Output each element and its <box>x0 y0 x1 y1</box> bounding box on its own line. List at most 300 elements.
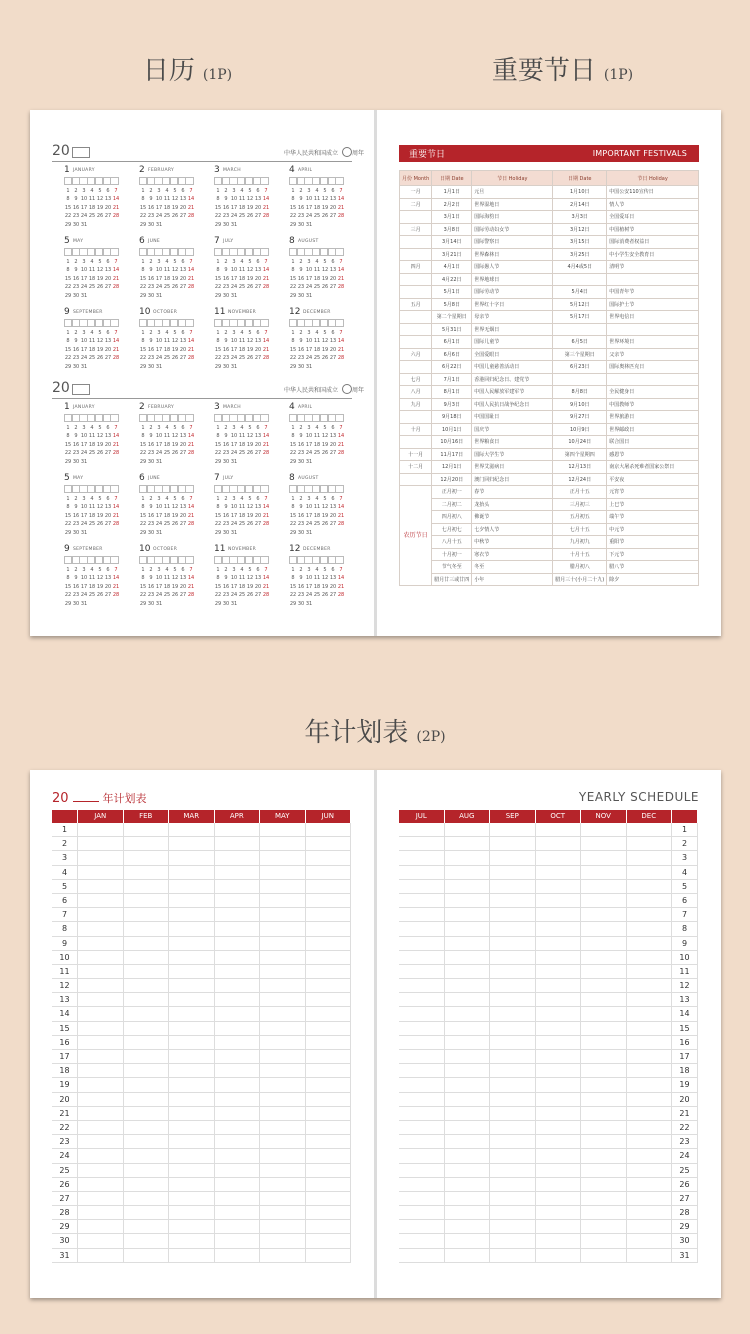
schedule-cell[interactable] <box>260 866 306 879</box>
schedule-cell[interactable] <box>169 979 215 992</box>
schedule-cell[interactable] <box>215 894 261 907</box>
schedule-cell[interactable] <box>581 1107 627 1120</box>
schedule-cell[interactable] <box>169 1064 215 1077</box>
schedule-cell[interactable] <box>490 1121 536 1134</box>
schedule-cell[interactable] <box>399 851 445 864</box>
schedule-cell[interactable] <box>169 965 215 978</box>
schedule-cell[interactable] <box>627 866 673 879</box>
schedule-cell[interactable] <box>445 1206 491 1219</box>
schedule-cell[interactable] <box>581 851 627 864</box>
schedule-cell[interactable] <box>306 965 352 978</box>
schedule-cell[interactable] <box>581 1093 627 1106</box>
schedule-cell[interactable] <box>260 1149 306 1162</box>
schedule-cell[interactable] <box>399 1164 445 1177</box>
schedule-cell[interactable] <box>169 1149 215 1162</box>
schedule-cell[interactable] <box>78 1149 124 1162</box>
schedule-cell[interactable] <box>399 1149 445 1162</box>
schedule-cell[interactable] <box>124 1164 170 1177</box>
schedule-cell[interactable] <box>78 1249 124 1262</box>
schedule-cell[interactable] <box>169 1249 215 1262</box>
schedule-cell[interactable] <box>78 1064 124 1077</box>
schedule-cell[interactable] <box>169 1121 215 1134</box>
schedule-cell[interactable] <box>124 880 170 893</box>
schedule-cell[interactable] <box>490 823 536 836</box>
schedule-cell[interactable] <box>399 1078 445 1091</box>
schedule-cell[interactable] <box>215 993 261 1006</box>
schedule-cell[interactable] <box>581 1249 627 1262</box>
schedule-cell[interactable] <box>581 1036 627 1049</box>
schedule-cell[interactable] <box>581 866 627 879</box>
schedule-cell[interactable] <box>627 979 673 992</box>
schedule-cell[interactable] <box>306 1121 352 1134</box>
schedule-cell[interactable] <box>399 951 445 964</box>
schedule-cell[interactable] <box>169 1178 215 1191</box>
schedule-cell[interactable] <box>536 908 582 921</box>
schedule-cell[interactable] <box>490 1107 536 1120</box>
schedule-cell[interactable] <box>169 1192 215 1205</box>
schedule-cell[interactable] <box>215 1036 261 1049</box>
schedule-cell[interactable] <box>490 894 536 907</box>
schedule-cell[interactable] <box>215 922 261 935</box>
schedule-cell[interactable] <box>399 880 445 893</box>
schedule-cell[interactable] <box>627 894 673 907</box>
schedule-cell[interactable] <box>536 1050 582 1063</box>
schedule-cell[interactable] <box>169 1220 215 1233</box>
schedule-cell[interactable] <box>490 1220 536 1233</box>
schedule-cell[interactable] <box>399 965 445 978</box>
schedule-cell[interactable] <box>581 1149 627 1162</box>
schedule-cell[interactable] <box>260 922 306 935</box>
schedule-cell[interactable] <box>260 1164 306 1177</box>
schedule-cell[interactable] <box>169 922 215 935</box>
schedule-cell[interactable] <box>399 1036 445 1049</box>
schedule-cell[interactable] <box>78 1220 124 1233</box>
schedule-cell[interactable] <box>536 965 582 978</box>
schedule-cell[interactable] <box>306 1064 352 1077</box>
schedule-cell[interactable] <box>306 894 352 907</box>
schedule-cell[interactable] <box>78 851 124 864</box>
schedule-cell[interactable] <box>445 951 491 964</box>
schedule-cell[interactable] <box>306 1249 352 1262</box>
schedule-cell[interactable] <box>536 1007 582 1020</box>
schedule-cell[interactable] <box>169 1036 215 1049</box>
schedule-cell[interactable] <box>215 965 261 978</box>
schedule-cell[interactable] <box>490 993 536 1006</box>
schedule-cell[interactable] <box>260 880 306 893</box>
schedule-cell[interactable] <box>260 1022 306 1035</box>
schedule-cell[interactable] <box>260 993 306 1006</box>
schedule-cell[interactable] <box>399 837 445 850</box>
schedule-cell[interactable] <box>124 894 170 907</box>
schedule-cell[interactable] <box>581 1206 627 1219</box>
schedule-cell[interactable] <box>581 1050 627 1063</box>
schedule-cell[interactable] <box>627 880 673 893</box>
schedule-cell[interactable] <box>124 908 170 921</box>
schedule-cell[interactable] <box>627 922 673 935</box>
schedule-cell[interactable] <box>78 866 124 879</box>
schedule-cell[interactable] <box>627 1192 673 1205</box>
schedule-cell[interactable] <box>215 1149 261 1162</box>
schedule-cell[interactable] <box>78 1206 124 1219</box>
schedule-cell[interactable] <box>445 1050 491 1063</box>
schedule-cell[interactable] <box>581 1178 627 1191</box>
schedule-cell[interactable] <box>536 1149 582 1162</box>
schedule-cell[interactable] <box>215 1121 261 1134</box>
schedule-cell[interactable] <box>627 1249 673 1262</box>
schedule-cell[interactable] <box>78 1178 124 1191</box>
schedule-cell[interactable] <box>215 1234 261 1247</box>
schedule-cell[interactable] <box>124 1093 170 1106</box>
schedule-cell[interactable] <box>78 1135 124 1148</box>
schedule-cell[interactable] <box>581 1121 627 1134</box>
schedule-cell[interactable] <box>215 851 261 864</box>
schedule-cell[interactable] <box>169 1164 215 1177</box>
schedule-cell[interactable] <box>581 922 627 935</box>
schedule-cell[interactable] <box>169 1078 215 1091</box>
schedule-cell[interactable] <box>445 880 491 893</box>
schedule-cell[interactable] <box>581 894 627 907</box>
schedule-cell[interactable] <box>445 1249 491 1262</box>
schedule-cell[interactable] <box>627 1234 673 1247</box>
schedule-cell[interactable] <box>445 1178 491 1191</box>
schedule-cell[interactable] <box>627 1078 673 1091</box>
schedule-cell[interactable] <box>536 1234 582 1247</box>
schedule-cell[interactable] <box>490 1135 536 1148</box>
schedule-cell[interactable] <box>215 880 261 893</box>
schedule-cell[interactable] <box>306 1234 352 1247</box>
schedule-cell[interactable] <box>536 1178 582 1191</box>
schedule-cell[interactable] <box>215 1050 261 1063</box>
schedule-cell[interactable] <box>581 1234 627 1247</box>
schedule-cell[interactable] <box>399 1107 445 1120</box>
schedule-cell[interactable] <box>490 1022 536 1035</box>
schedule-cell[interactable] <box>260 1093 306 1106</box>
schedule-cell[interactable] <box>627 1220 673 1233</box>
schedule-cell[interactable] <box>169 1050 215 1063</box>
schedule-cell[interactable] <box>260 1078 306 1091</box>
schedule-cell[interactable] <box>78 951 124 964</box>
schedule-cell[interactable] <box>445 1036 491 1049</box>
schedule-cell[interactable] <box>124 1007 170 1020</box>
schedule-cell[interactable] <box>399 979 445 992</box>
schedule-cell[interactable] <box>445 1078 491 1091</box>
schedule-cell[interactable] <box>445 922 491 935</box>
schedule-cell[interactable] <box>124 823 170 836</box>
schedule-cell[interactable] <box>627 908 673 921</box>
schedule-cell[interactable] <box>445 993 491 1006</box>
schedule-cell[interactable] <box>445 1135 491 1148</box>
schedule-cell[interactable] <box>445 894 491 907</box>
schedule-cell[interactable] <box>445 1064 491 1077</box>
schedule-cell[interactable] <box>124 1135 170 1148</box>
schedule-cell[interactable] <box>260 837 306 850</box>
schedule-cell[interactable] <box>124 937 170 950</box>
schedule-cell[interactable] <box>536 937 582 950</box>
schedule-cell[interactable] <box>260 937 306 950</box>
schedule-cell[interactable] <box>399 1007 445 1020</box>
schedule-cell[interactable] <box>215 1206 261 1219</box>
schedule-cell[interactable] <box>169 908 215 921</box>
schedule-cell[interactable] <box>627 1036 673 1049</box>
schedule-cell[interactable] <box>399 993 445 1006</box>
schedule-cell[interactable] <box>124 965 170 978</box>
schedule-cell[interactable] <box>124 837 170 850</box>
schedule-cell[interactable] <box>399 1050 445 1063</box>
schedule-cell[interactable] <box>260 1007 306 1020</box>
schedule-cell[interactable] <box>169 1093 215 1106</box>
schedule-cell[interactable] <box>306 1149 352 1162</box>
schedule-cell[interactable] <box>78 1078 124 1091</box>
schedule-cell[interactable] <box>306 937 352 950</box>
schedule-cell[interactable] <box>445 866 491 879</box>
schedule-cell[interactable] <box>169 894 215 907</box>
schedule-cell[interactable] <box>306 1050 352 1063</box>
schedule-cell[interactable] <box>306 823 352 836</box>
schedule-cell[interactable] <box>124 851 170 864</box>
schedule-cell[interactable] <box>581 1064 627 1077</box>
schedule-cell[interactable] <box>215 1192 261 1205</box>
schedule-cell[interactable] <box>169 823 215 836</box>
schedule-cell[interactable] <box>78 922 124 935</box>
schedule-cell[interactable] <box>445 908 491 921</box>
schedule-cell[interactable] <box>536 894 582 907</box>
schedule-cell[interactable] <box>581 1022 627 1035</box>
schedule-cell[interactable] <box>124 1178 170 1191</box>
schedule-cell[interactable] <box>124 993 170 1006</box>
schedule-cell[interactable] <box>490 1036 536 1049</box>
schedule-cell[interactable] <box>627 1178 673 1191</box>
schedule-cell[interactable] <box>399 1192 445 1205</box>
schedule-cell[interactable] <box>399 1220 445 1233</box>
schedule-cell[interactable] <box>490 1050 536 1063</box>
schedule-cell[interactable] <box>490 1164 536 1177</box>
schedule-cell[interactable] <box>399 1249 445 1262</box>
schedule-cell[interactable] <box>627 837 673 850</box>
schedule-cell[interactable] <box>78 993 124 1006</box>
schedule-cell[interactable] <box>78 1164 124 1177</box>
schedule-cell[interactable] <box>536 1164 582 1177</box>
schedule-cell[interactable] <box>124 1050 170 1063</box>
schedule-cell[interactable] <box>124 1149 170 1162</box>
schedule-cell[interactable] <box>627 1107 673 1120</box>
schedule-cell[interactable] <box>627 1135 673 1148</box>
schedule-cell[interactable] <box>490 1178 536 1191</box>
schedule-cell[interactable] <box>260 979 306 992</box>
schedule-cell[interactable] <box>124 1078 170 1091</box>
schedule-cell[interactable] <box>490 922 536 935</box>
schedule-cell[interactable] <box>536 1093 582 1106</box>
schedule-cell[interactable] <box>78 1192 124 1205</box>
schedule-cell[interactable] <box>536 993 582 1006</box>
schedule-cell[interactable] <box>581 1220 627 1233</box>
schedule-cell[interactable] <box>581 823 627 836</box>
schedule-cell[interactable] <box>445 1192 491 1205</box>
schedule-cell[interactable] <box>399 908 445 921</box>
schedule-cell[interactable] <box>306 866 352 879</box>
schedule-cell[interactable] <box>536 1022 582 1035</box>
schedule-cell[interactable] <box>536 1036 582 1049</box>
schedule-cell[interactable] <box>536 1135 582 1148</box>
schedule-cell[interactable] <box>490 965 536 978</box>
schedule-cell[interactable] <box>260 1178 306 1191</box>
schedule-cell[interactable] <box>536 1078 582 1091</box>
schedule-cell[interactable] <box>124 1206 170 1219</box>
schedule-cell[interactable] <box>490 951 536 964</box>
schedule-cell[interactable] <box>78 880 124 893</box>
schedule-cell[interactable] <box>445 965 491 978</box>
schedule-cell[interactable] <box>399 1064 445 1077</box>
schedule-cell[interactable] <box>169 1206 215 1219</box>
schedule-cell[interactable] <box>536 866 582 879</box>
schedule-cell[interactable] <box>78 1121 124 1134</box>
schedule-cell[interactable] <box>581 1192 627 1205</box>
schedule-cell[interactable] <box>399 866 445 879</box>
schedule-cell[interactable] <box>490 1192 536 1205</box>
schedule-cell[interactable] <box>260 908 306 921</box>
schedule-cell[interactable] <box>536 922 582 935</box>
schedule-cell[interactable] <box>536 1220 582 1233</box>
schedule-cell[interactable] <box>490 1064 536 1077</box>
schedule-cell[interactable] <box>78 979 124 992</box>
schedule-cell[interactable] <box>306 1135 352 1148</box>
schedule-cell[interactable] <box>536 851 582 864</box>
schedule-cell[interactable] <box>78 965 124 978</box>
schedule-cell[interactable] <box>215 866 261 879</box>
schedule-cell[interactable] <box>399 922 445 935</box>
schedule-cell[interactable] <box>215 908 261 921</box>
schedule-cell[interactable] <box>124 951 170 964</box>
schedule-cell[interactable] <box>627 951 673 964</box>
schedule-cell[interactable] <box>215 823 261 836</box>
schedule-cell[interactable] <box>260 1050 306 1063</box>
schedule-cell[interactable] <box>215 1249 261 1262</box>
schedule-cell[interactable] <box>215 1078 261 1091</box>
schedule-cell[interactable] <box>627 1093 673 1106</box>
schedule-cell[interactable] <box>490 1234 536 1247</box>
schedule-cell[interactable] <box>399 823 445 836</box>
schedule-cell[interactable] <box>306 851 352 864</box>
schedule-cell[interactable] <box>306 1178 352 1191</box>
schedule-cell[interactable] <box>124 1064 170 1077</box>
schedule-cell[interactable] <box>581 1135 627 1148</box>
schedule-cell[interactable] <box>78 894 124 907</box>
schedule-cell[interactable] <box>215 1064 261 1077</box>
schedule-cell[interactable] <box>169 1107 215 1120</box>
schedule-cell[interactable] <box>215 1135 261 1148</box>
schedule-cell[interactable] <box>169 951 215 964</box>
schedule-cell[interactable] <box>445 1107 491 1120</box>
schedule-cell[interactable] <box>445 1234 491 1247</box>
schedule-cell[interactable] <box>78 823 124 836</box>
schedule-cell[interactable] <box>78 1022 124 1035</box>
schedule-cell[interactable] <box>306 1220 352 1233</box>
schedule-cell[interactable] <box>581 1164 627 1177</box>
schedule-cell[interactable] <box>490 851 536 864</box>
schedule-cell[interactable] <box>260 894 306 907</box>
schedule-cell[interactable] <box>490 1093 536 1106</box>
schedule-cell[interactable] <box>399 1121 445 1134</box>
schedule-cell[interactable] <box>306 1022 352 1035</box>
schedule-cell[interactable] <box>490 880 536 893</box>
schedule-cell[interactable] <box>627 993 673 1006</box>
schedule-cell[interactable] <box>124 1192 170 1205</box>
schedule-cell[interactable] <box>124 922 170 935</box>
schedule-cell[interactable] <box>581 1007 627 1020</box>
schedule-cell[interactable] <box>445 837 491 850</box>
schedule-cell[interactable] <box>445 1121 491 1134</box>
schedule-cell[interactable] <box>581 908 627 921</box>
schedule-cell[interactable] <box>260 1192 306 1205</box>
schedule-cell[interactable] <box>306 1206 352 1219</box>
schedule-cell[interactable] <box>215 1220 261 1233</box>
schedule-cell[interactable] <box>581 951 627 964</box>
schedule-cell[interactable] <box>124 1107 170 1120</box>
schedule-cell[interactable] <box>445 1149 491 1162</box>
schedule-cell[interactable] <box>445 1220 491 1233</box>
schedule-cell[interactable] <box>490 1149 536 1162</box>
schedule-cell[interactable] <box>306 880 352 893</box>
schedule-cell[interactable] <box>78 937 124 950</box>
schedule-cell[interactable] <box>399 894 445 907</box>
schedule-cell[interactable] <box>399 1178 445 1191</box>
schedule-cell[interactable] <box>169 1234 215 1247</box>
schedule-cell[interactable] <box>581 965 627 978</box>
schedule-cell[interactable] <box>627 1050 673 1063</box>
schedule-cell[interactable] <box>627 1022 673 1035</box>
schedule-cell[interactable] <box>169 1007 215 1020</box>
schedule-cell[interactable] <box>260 1220 306 1233</box>
schedule-cell[interactable] <box>490 866 536 879</box>
schedule-cell[interactable] <box>215 1093 261 1106</box>
schedule-cell[interactable] <box>581 1078 627 1091</box>
schedule-cell[interactable] <box>78 1234 124 1247</box>
schedule-cell[interactable] <box>627 823 673 836</box>
schedule-cell[interactable] <box>306 1007 352 1020</box>
schedule-cell[interactable] <box>445 1007 491 1020</box>
schedule-cell[interactable] <box>169 837 215 850</box>
schedule-cell[interactable] <box>260 965 306 978</box>
schedule-cell[interactable] <box>399 1135 445 1148</box>
schedule-cell[interactable] <box>78 1036 124 1049</box>
schedule-cell[interactable] <box>215 837 261 850</box>
schedule-cell[interactable] <box>399 1093 445 1106</box>
schedule-cell[interactable] <box>306 908 352 921</box>
schedule-cell[interactable] <box>536 1249 582 1262</box>
schedule-cell[interactable] <box>445 1022 491 1035</box>
schedule-cell[interactable] <box>581 993 627 1006</box>
schedule-cell[interactable] <box>627 1149 673 1162</box>
schedule-cell[interactable] <box>306 922 352 935</box>
schedule-cell[interactable] <box>306 1036 352 1049</box>
schedule-cell[interactable] <box>445 1093 491 1106</box>
schedule-cell[interactable] <box>627 1007 673 1020</box>
schedule-cell[interactable] <box>536 880 582 893</box>
schedule-cell[interactable] <box>169 1022 215 1035</box>
schedule-cell[interactable] <box>490 979 536 992</box>
schedule-cell[interactable] <box>260 1135 306 1148</box>
schedule-cell[interactable] <box>260 1036 306 1049</box>
schedule-cell[interactable] <box>306 1078 352 1091</box>
schedule-cell[interactable] <box>490 1078 536 1091</box>
schedule-cell[interactable] <box>215 1107 261 1120</box>
schedule-cell[interactable] <box>124 866 170 879</box>
schedule-cell[interactable] <box>581 880 627 893</box>
schedule-cell[interactable] <box>536 1107 582 1120</box>
schedule-cell[interactable] <box>306 1093 352 1106</box>
schedule-cell[interactable] <box>78 1050 124 1063</box>
schedule-cell[interactable] <box>306 993 352 1006</box>
schedule-cell[interactable] <box>124 1220 170 1233</box>
